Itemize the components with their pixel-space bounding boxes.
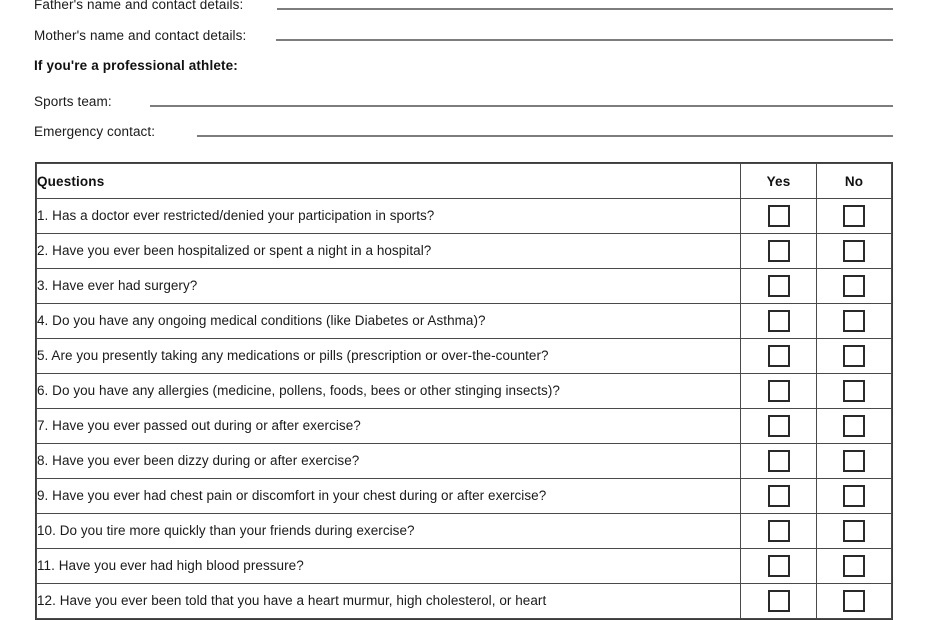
table-row	[37, 199, 892, 234]
checkbox-cell-no[interactable]	[817, 234, 892, 269]
checkbox-no-icon[interactable]	[843, 415, 865, 437]
checkbox-cell-yes[interactable]	[741, 234, 817, 269]
checkbox-cell-yes[interactable]	[741, 304, 817, 339]
question-text: 6. Do you have any allergies (medicine, pollens, foods, bees or other stinging insects)?	[37, 374, 741, 409]
field-label-mothers-details: Mother's name and contact details:	[34, 28, 247, 43]
table-row	[37, 479, 892, 514]
question-text: 8. Have you ever been dizzy during or after exercise?	[37, 444, 741, 479]
checkbox-cell-no[interactable]	[817, 199, 892, 234]
checkbox-no-icon[interactable]	[843, 240, 865, 262]
table-row	[37, 514, 892, 549]
question-text: 9. Have you ever had chest pain or discomfort in your chest during or after exercise?	[37, 479, 741, 514]
column-header-no: No	[817, 164, 892, 199]
checkbox-cell-no[interactable]	[817, 514, 892, 549]
checkbox-cell-yes[interactable]	[741, 199, 817, 234]
table-row	[37, 409, 892, 444]
checkbox-cell-no[interactable]	[817, 374, 892, 409]
question-text: 3. Have ever had surgery?	[37, 269, 741, 304]
section-heading-professional-athlete: If you're a professional athlete:	[34, 58, 238, 73]
question-text: 7. Have you ever passed out during or after exercise?	[37, 409, 741, 444]
medical-questions-table	[36, 163, 892, 619]
checkbox-no-icon[interactable]	[843, 520, 865, 542]
checkbox-yes-icon[interactable]	[768, 520, 790, 542]
checkbox-yes-icon[interactable]	[768, 205, 790, 227]
checkbox-no-icon[interactable]	[843, 450, 865, 472]
checkbox-cell-no[interactable]	[817, 549, 892, 584]
checkbox-no-icon[interactable]	[843, 380, 865, 402]
field-input-emergency-contact[interactable]	[197, 135, 893, 137]
questions-table-body	[37, 199, 892, 619]
table-row	[37, 339, 892, 374]
table-header-row	[37, 164, 892, 199]
checkbox-cell-yes[interactable]	[741, 444, 817, 479]
table-row	[37, 234, 892, 269]
checkbox-cell-no[interactable]	[817, 339, 892, 374]
question-text: 5. Are you presently taking any medications or pills (prescription or over-the-counter?	[37, 339, 741, 374]
checkbox-yes-icon[interactable]	[768, 240, 790, 262]
checkbox-cell-yes[interactable]	[741, 269, 817, 304]
question-text: 4. Do you have any ongoing medical conditions (like Diabetes or Asthma)?	[37, 304, 741, 339]
field-row-sports-team	[34, 90, 893, 110]
table-row	[37, 374, 892, 409]
checkbox-cell-no[interactable]	[817, 479, 892, 514]
column-header-yes: Yes	[741, 164, 817, 199]
checkbox-no-icon[interactable]	[843, 205, 865, 227]
checkbox-no-icon[interactable]	[843, 275, 865, 297]
checkbox-cell-no[interactable]	[817, 269, 892, 304]
checkbox-cell-no[interactable]	[817, 304, 892, 339]
checkbox-cell-no[interactable]	[817, 444, 892, 479]
checkbox-yes-icon[interactable]	[768, 275, 790, 297]
checkbox-yes-icon[interactable]	[768, 345, 790, 367]
checkbox-yes-icon[interactable]	[768, 380, 790, 402]
checkbox-yes-icon[interactable]	[768, 450, 790, 472]
checkbox-yes-icon[interactable]	[768, 590, 790, 612]
checkbox-cell-no[interactable]	[817, 584, 892, 619]
field-input-sports-team[interactable]	[150, 105, 893, 107]
checkbox-cell-yes[interactable]	[741, 584, 817, 619]
question-text: 1. Has a doctor ever restricted/denied your participation in sports?	[37, 199, 741, 234]
checkbox-cell-no[interactable]	[817, 409, 892, 444]
checkbox-no-icon[interactable]	[843, 345, 865, 367]
field-label-fathers-details: Father's name and contact details:	[34, 0, 244, 12]
checkbox-cell-yes[interactable]	[741, 479, 817, 514]
table-row	[37, 304, 892, 339]
question-text: 12. Have you ever been told that you have a heart murmur, high cholesterol, or heart	[37, 584, 741, 619]
checkbox-yes-icon[interactable]	[768, 485, 790, 507]
field-label-emergency-contact: Emergency contact:	[34, 124, 156, 139]
checkbox-no-icon[interactable]	[843, 485, 865, 507]
checkbox-no-icon[interactable]	[843, 310, 865, 332]
checkbox-cell-yes[interactable]	[741, 549, 817, 584]
field-input-mothers-details[interactable]	[276, 39, 893, 41]
field-row-mothers-details	[34, 24, 893, 44]
checkbox-cell-yes[interactable]	[741, 374, 817, 409]
table-row	[37, 584, 892, 619]
field-row-emergency-contact	[34, 120, 893, 140]
checkbox-no-icon[interactable]	[843, 590, 865, 612]
checkbox-cell-yes[interactable]	[741, 409, 817, 444]
table-row	[37, 549, 892, 584]
checkbox-yes-icon[interactable]	[768, 555, 790, 577]
question-text: 11. Have you ever had high blood pressure?	[37, 549, 741, 584]
checkbox-yes-icon[interactable]	[768, 415, 790, 437]
table-row	[37, 444, 892, 479]
column-header-questions: Questions	[37, 164, 741, 199]
checkbox-yes-icon[interactable]	[768, 310, 790, 332]
field-row-fathers-details	[34, 0, 893, 13]
field-label-sports-team: Sports team:	[34, 94, 112, 109]
checkbox-no-icon[interactable]	[843, 555, 865, 577]
checkbox-cell-yes[interactable]	[741, 339, 817, 374]
checkbox-cell-yes[interactable]	[741, 514, 817, 549]
question-text: 2. Have you ever been hospitalized or spent a night in a hospital?	[37, 234, 741, 269]
table-row	[37, 269, 892, 304]
question-text: 10. Do you tire more quickly than your friends during exercise?	[37, 514, 741, 549]
field-input-fathers-details[interactable]	[277, 8, 893, 10]
